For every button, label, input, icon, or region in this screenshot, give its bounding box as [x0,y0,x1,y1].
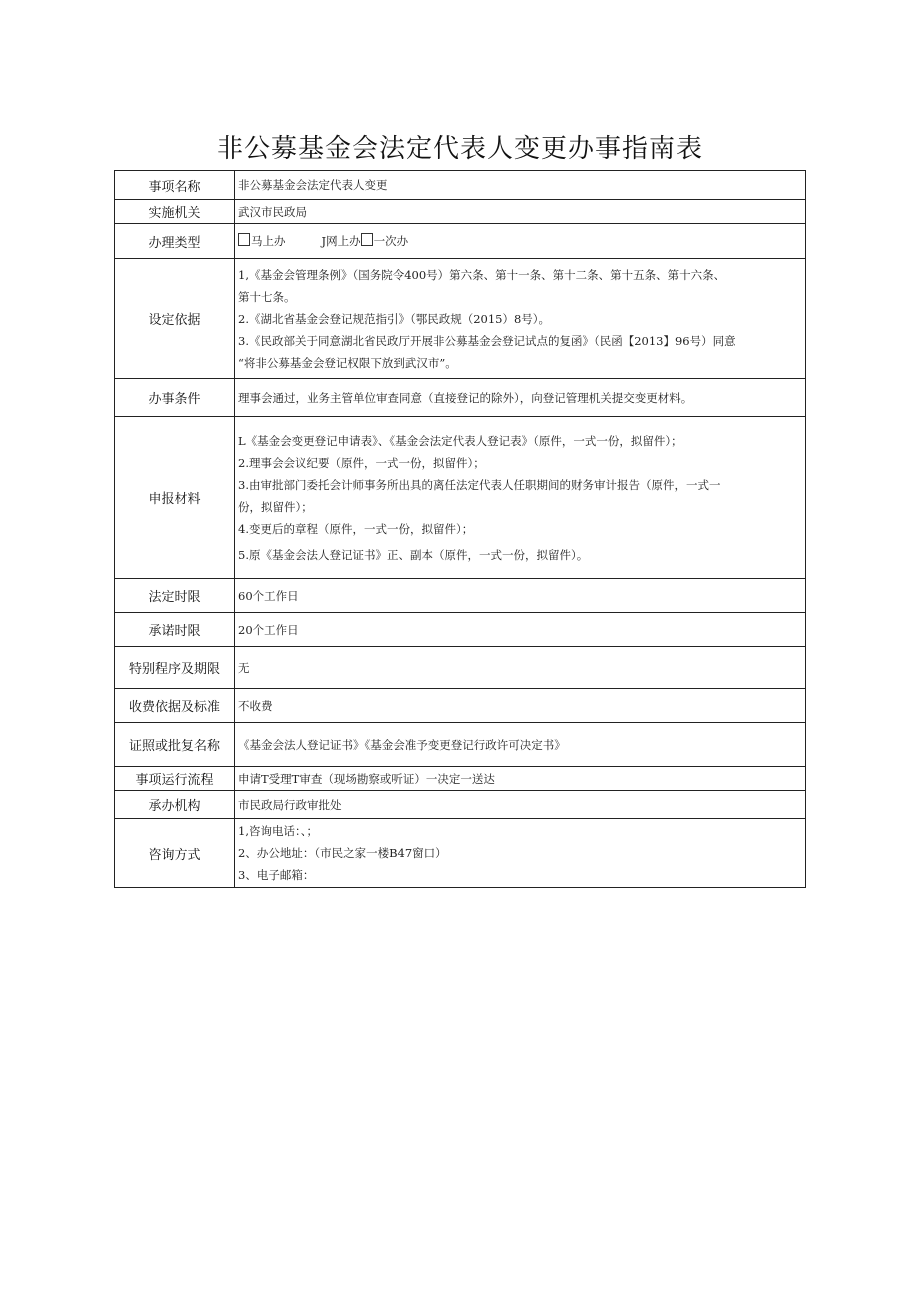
row-process [115,767,806,791]
type-label: 办理类型 [115,224,235,259]
office-label: 承办机构 [115,791,235,819]
office-value: 市民政局行政审批处 [235,791,806,819]
type-option-onsite: 马上办 [251,234,286,248]
page-title: 非公募基金会法定代表人变更办事指南表 [216,134,703,164]
legal-limit-label: 法定时限 [115,579,235,613]
contact-line: 3、电子邮箱： [238,868,315,882]
row-type [115,224,806,259]
checkbox-icon [238,233,250,246]
row-conditions [115,379,806,417]
type-option-once: 一次办 [373,234,409,248]
type-option-online: 网上办 [326,234,361,248]
conditions-label: 办事条件 [115,379,235,417]
materials-line: 份，拟留件）； [238,499,313,514]
check-mark: J [321,234,327,248]
special-value: 无 [235,647,806,689]
row-special [115,647,806,689]
agency-value: 武汉市民政局 [235,200,806,224]
row-item-name [115,171,806,200]
row-contact [115,819,806,888]
fees-value: 不收费 [235,689,806,723]
process-label: 事项运行流程 [115,767,235,791]
process-value: 申请T受理T审查（现场勘察或听证）一决定一送达 [235,767,806,791]
materials-line: 4.变更后的章程（原件，一式一份，拟留件）； [238,521,474,536]
basis-line: 第十七条。 [238,289,296,304]
contact-label: 咨询方式 [115,819,235,888]
row-basis [115,259,806,379]
materials-line: 2.理事会会议纪要（原件，一式一份，拟留件）； [238,455,485,470]
materials-line: 3.由审批部门委托会计师事务所出具的离任法定代表人任职期间的财务审计报告（原件，一式一 [238,477,721,492]
fees-label: 收费依据及标准 [115,689,235,723]
basis-line: 2.《湖北省基金会登记规范指引》（鄂民政规（2015）8号）。 [238,311,551,326]
item-name-value: 非公募基金会法定代表人变更 [235,171,806,200]
conditions-value: 理事会通过，业务主管单位审查同意（直接登记的除外），向登记管理机关提交变更材料。 [235,379,806,417]
item-name-label: 事项名称 [115,171,235,200]
certificate-value: 《基金会法人登记证书》《基金会准予变更登记行政许可决定书》 [235,723,806,767]
legal-limit-value: 60个工作日 [235,579,806,613]
promised-limit-value: 20个工作日 [235,613,806,647]
contact-value [235,819,806,888]
special-label: 特别程序及期限 [115,647,235,689]
certificate-label: 证照或批复名称 [115,723,235,767]
row-certificate [115,723,806,767]
row-promised-limit [115,613,806,647]
agency-label: 实施机关 [115,200,235,224]
type-value [235,224,806,259]
materials-line: L《基金会变更登记申请表》、《基金会法定代表人登记表》（原件，一式一份，拟留件）； [238,433,683,448]
materials-value [235,417,806,579]
row-agency [115,200,806,224]
basis-line: 3.《民政部关于同意湖北省民政厅开展非公募基金会登记试点的复函》（民函【2013】96号）同意 [238,333,736,348]
contact-line: 2、办公地址：（市民之家一楼B47窗口） [238,846,447,860]
row-legal-limit [115,579,806,613]
basis-line: “将非公募基金会登记权限下放到武汉市”。 [238,355,457,370]
row-materials [115,417,806,579]
row-fees [115,689,806,723]
basis-label: 设定依据 [115,259,235,379]
promised-limit-label: 承诺时限 [115,613,235,647]
basis-line: 1,《基金会管理条例》（国务院令400号）第六条、第十一条、第十二条、第十五条、第十六条、 [238,267,726,282]
checkbox-icon [361,233,373,246]
guide-table [114,170,806,888]
materials-line: 5.原《基金会法人登记证书》正、副本（原件，一式一份，拟留件）。 [238,547,589,562]
basis-value [235,259,806,379]
materials-label: 申报材料 [115,417,235,579]
row-office [115,791,806,819]
contact-line: 1,咨询电话：、； [238,824,318,838]
